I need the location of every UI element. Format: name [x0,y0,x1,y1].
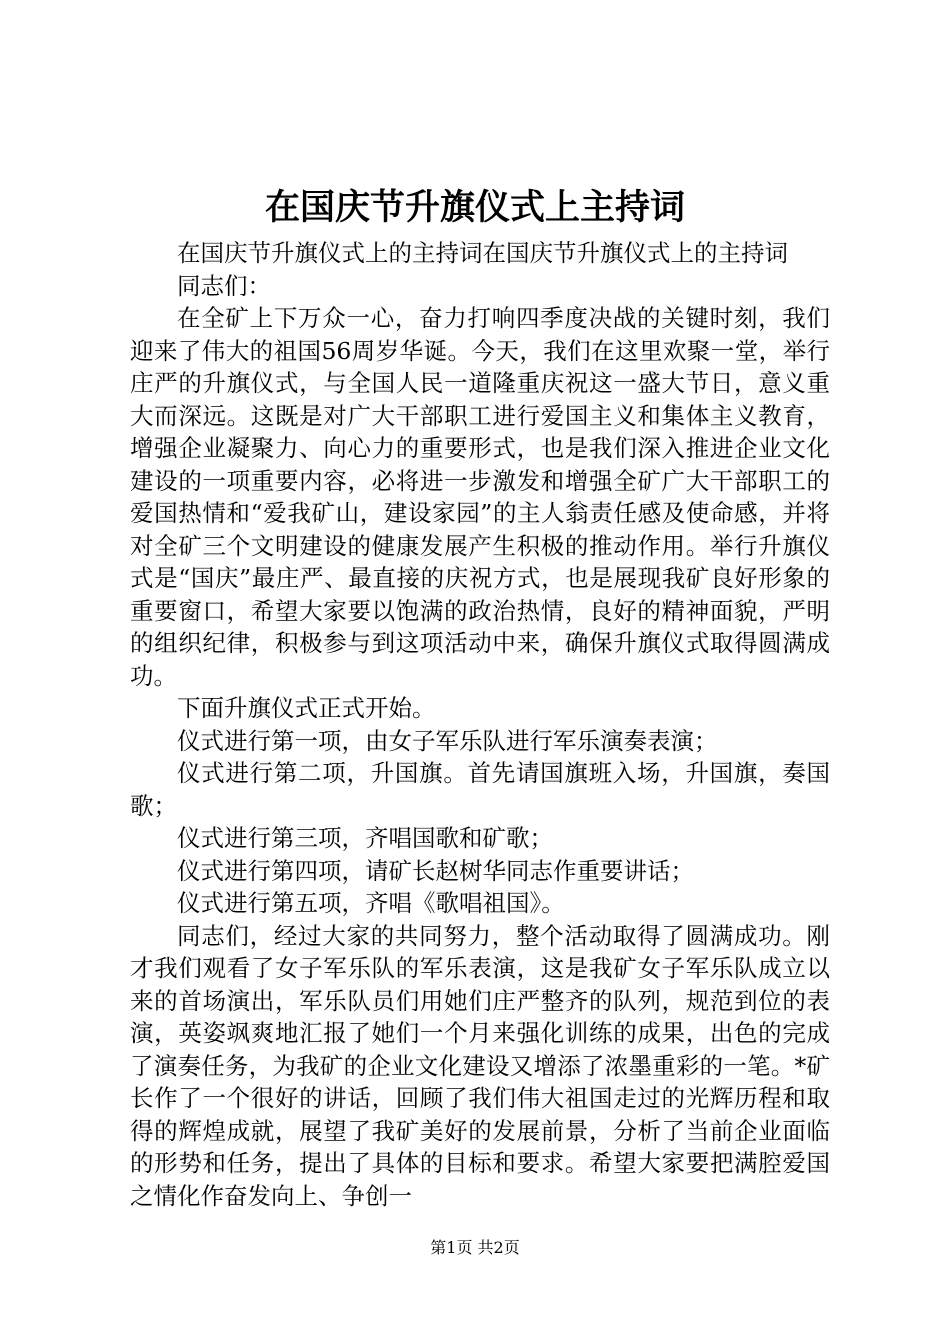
document-body [130,237,830,1212]
paragraph-item-5: 仪式进行第五项，齐唱《歌唱祖国》。 [177,889,565,917]
paragraph-heading-line: 在国庆节升旗仪式上的主持词在国庆节升旗仪式上的主持词 [177,239,788,267]
paragraph-item-2: 仪式进行第二项，升国旗。首先请国旗班入场，升国旗，奏国歌； [130,759,830,820]
paragraph-opening: 在全矿上下万众一心，奋力打响四季度决战的关键时刻，我们迎来了伟大的祖国56周岁华诞。今天，我们在这里欢聚一堂，举行庄严的升旗仪式，与全国人民一道隆重庆祝这一盛大节日，意义重大而深远。这既是对广大干部职工进行爱国主义和集体主义教育，增强企业凝聚力、向心力的重要形式，也是我们深入推进企业文化建设的一项重要内容，必将进一步激发和增强全矿广大干部职工的爱国热情和“爱我矿山，建设家园”的主人翁责任感及使命感，并将对全矿三个文明建设的健康发展产生积极的推动作用。举行升旗仪式是“国庆”最庄严、最直接的庆祝方式，也是展现我矿良好形象的重要窗口，希望大家要以饱满的政治热情，良好的精神面貌，严明的组织纪律，积极参与到这项活动中来，确保升旗仪式取得圆满成功。 [130,304,830,690]
page-footer: 第1页 共2页 [430,1238,520,1257]
paragraph-item-3: 仪式进行第三项，齐唱国歌和矿歌； [177,824,553,852]
paragraph-closing: 同志们，经过大家的共同努力，整个活动取得了圆满成功。刚才我们观看了女子军乐队的军乐表演，这是我矿女子军乐队成立以来的首场演出，军乐队员们用她们庄严整齐的队列，规范到位的表演，英姿飒爽地汇报了她们一个月来强化训练的成果，出色的完成了演奏任务，为我矿的企业文化建设又增添了浓墨重彩的一笔。*矿长作了一个很好的讲话，回顾了我们伟大祖国走过的光辉历程和取得的辉煌成就，展望了我矿美好的发展前景，分析了当前企业面临的形势和任务，提出了具体的目标和要求。希望大家要把满腔爱国之情化作奋发向上、争创一 [130,921,830,1210]
paragraph-salutation: 同志们： [177,271,271,300]
document-title: 在国庆节升旗仪式上主持词 [264,187,685,228]
paragraph-start: 下面升旗仪式正式开始。 [177,694,436,722]
paragraph-item-1: 仪式进行第一项，由女子军乐队进行军乐演奏表演； [177,726,718,755]
paragraph-item-4: 仪式进行第四项，请矿长赵树华同志作重要讲话； [177,856,694,885]
